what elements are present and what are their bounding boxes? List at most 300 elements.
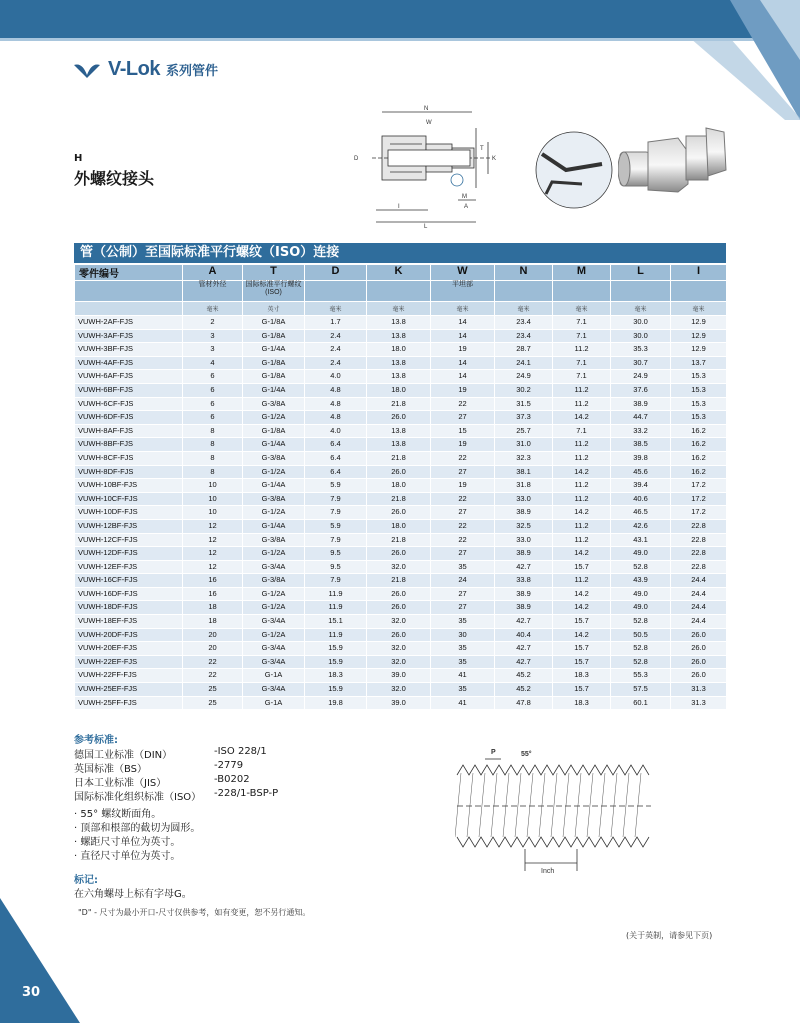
table-cell: 11.9 (305, 601, 367, 615)
part-number-cell: VUWH-3AF-FJS (75, 329, 183, 343)
table-row (75, 356, 727, 370)
table-cell: 40.4 (495, 628, 553, 642)
table-cell: 16.2 (671, 424, 727, 438)
table-cell: 31.3 (671, 696, 727, 710)
standard-name: 德国工业标准（DIN） (74, 750, 173, 761)
column-unit: 毫米 (367, 302, 431, 316)
table-cell: 38.9 (611, 397, 671, 411)
table-cell: 32.0 (367, 615, 431, 629)
table-cell: 16.2 (671, 465, 727, 479)
table-cell: 19 (431, 383, 495, 397)
table-cell: 35 (431, 655, 495, 669)
table-cell: 7.1 (553, 356, 611, 370)
table-row (75, 451, 727, 465)
table-cell: 35 (431, 560, 495, 574)
table-cell: 24 (431, 574, 495, 588)
table-cell: 6 (183, 370, 243, 384)
table-cell: 12 (183, 533, 243, 547)
table-cell: G-1/4A (243, 343, 305, 357)
table-cell: G-3/4A (243, 560, 305, 574)
table-cell: G-3/8A (243, 492, 305, 506)
table-cell: G-3/4A (243, 655, 305, 669)
table-row (75, 628, 727, 642)
part-number-cell: VUWH-8BF-FJS (75, 438, 183, 452)
corner-decoration (690, 0, 800, 120)
table-cell: 21.8 (367, 492, 431, 506)
table-cell: G-3/4A (243, 615, 305, 629)
table-row (75, 560, 727, 574)
table-cell: 16.2 (671, 451, 727, 465)
table-cell: 4 (183, 356, 243, 370)
part-number-cell: VUWH-18DF-FJS (75, 601, 183, 615)
column-code: 零件编号 (75, 265, 183, 281)
table-cell: 23.4 (495, 316, 553, 330)
table-cell: 31.0 (495, 438, 553, 452)
table-cell: 45.2 (495, 669, 553, 683)
table-cell: 39.0 (367, 696, 431, 710)
label-L: L (424, 224, 428, 230)
table-cell: 11.2 (553, 519, 611, 533)
column-code: D (305, 265, 367, 281)
table-cell: 22.8 (671, 519, 727, 533)
table-cell: 27 (431, 587, 495, 601)
references-title: 参考标准: (74, 735, 118, 746)
column-unit: 毫米 (553, 302, 611, 316)
part-number-cell: VUWH-2AF-FJS (75, 316, 183, 330)
table-cell: 18.0 (367, 383, 431, 397)
table-cell: G-1/2A (243, 411, 305, 425)
table-cell: 43.1 (611, 533, 671, 547)
table-cell: 5.9 (305, 479, 367, 493)
table-cell: 22.8 (671, 560, 727, 574)
table-row (75, 669, 727, 683)
table-cell: 24.1 (495, 356, 553, 370)
table-cell: 14 (431, 316, 495, 330)
table-cell: 22 (183, 655, 243, 669)
table-cell: 2.4 (305, 343, 367, 357)
table-cell: 25.7 (495, 424, 553, 438)
table-cell: 26.0 (671, 669, 727, 683)
standard-value: -ISO 228/1 (214, 746, 267, 757)
table-cell: 45.6 (611, 465, 671, 479)
table-cell: 26.0 (367, 601, 431, 615)
table-cell: G-1/2A (243, 506, 305, 520)
table-row (75, 479, 727, 493)
label-T: T (480, 146, 484, 152)
table-cell: 11.9 (305, 628, 367, 642)
part-number-cell: VUWH-16CF-FJS (75, 574, 183, 588)
table-cell: 46.5 (611, 506, 671, 520)
label-I: I (398, 204, 400, 210)
table-cell: 7.9 (305, 574, 367, 588)
part-number-cell: VUWH-12BF-FJS (75, 519, 183, 533)
table-cell: G-1A (243, 696, 305, 710)
table-cell: 4.8 (305, 411, 367, 425)
table-cell: 39.4 (611, 479, 671, 493)
table-cell: 33.8 (495, 574, 553, 588)
table-cell: 39.8 (611, 451, 671, 465)
standard-name: 日本工业标准（JIS） (74, 778, 167, 789)
table-cell: 3 (183, 329, 243, 343)
column-unit: 毫米 (305, 302, 367, 316)
table-cell: 4.0 (305, 370, 367, 384)
table-cell: 21.8 (367, 533, 431, 547)
table-cell: 13.8 (367, 356, 431, 370)
table-cell: 22 (431, 397, 495, 411)
table-cell: 42.7 (495, 655, 553, 669)
table-cell: 11.2 (553, 492, 611, 506)
part-number-cell: VUWH-6AF-FJS (75, 370, 183, 384)
label-W: W (426, 120, 432, 126)
table-cell: 11.2 (553, 383, 611, 397)
logo-subtitle: 系列管件 (165, 64, 218, 79)
table-cell: 32.0 (367, 560, 431, 574)
table-cell: 1.7 (305, 316, 367, 330)
table-cell: 15.7 (553, 615, 611, 629)
table-cell: 6 (183, 411, 243, 425)
column-description (305, 281, 367, 302)
table-cell: 17.2 (671, 492, 727, 506)
table-cell: 8 (183, 438, 243, 452)
table-cell: 25 (183, 696, 243, 710)
table-cell: 37.6 (611, 383, 671, 397)
table-row (75, 397, 727, 411)
part-number-cell: VUWH-6DF-FJS (75, 411, 183, 425)
table-cell: 10 (183, 506, 243, 520)
top-banner-stripe (0, 38, 800, 41)
table-cell: 24.4 (671, 587, 727, 601)
brand-logo (72, 58, 218, 81)
wing-logo-icon (72, 61, 102, 79)
table-cell: 6 (183, 383, 243, 397)
table-cell: 44.7 (611, 411, 671, 425)
table-cell: 28.7 (495, 343, 553, 357)
table-cell: G-1/2A (243, 628, 305, 642)
table-cell: 20 (183, 628, 243, 642)
table-row (75, 587, 727, 601)
marking-text: 在六角螺母上标有字母G。 (74, 889, 192, 900)
table-cell: 42.7 (495, 615, 553, 629)
section-title: 外螺纹接头 (74, 169, 155, 188)
table-row (75, 574, 727, 588)
part-number-cell: VUWH-22EF-FJS (75, 655, 183, 669)
logo-text: V-Lok (108, 58, 160, 80)
table-cell: 26.0 (671, 628, 727, 642)
table-cell: 15.7 (553, 642, 611, 656)
part-number-cell: VUWH-20DF-FJS (75, 628, 183, 642)
table-cell: 5.9 (305, 519, 367, 533)
table-cell: 13.8 (367, 424, 431, 438)
table-cell: 18.3 (553, 696, 611, 710)
table-row (75, 601, 727, 615)
column-code: M (553, 265, 611, 281)
table-cell: 3 (183, 343, 243, 357)
table-cell: 42.6 (611, 519, 671, 533)
part-number-cell: VUWH-16DF-FJS (75, 587, 183, 601)
column-description (671, 281, 727, 302)
table-cell: 15.7 (553, 560, 611, 574)
marking-title: 标记: (74, 875, 98, 886)
table-cell: 7.9 (305, 492, 367, 506)
table-cell: 19 (431, 479, 495, 493)
part-number-cell: VUWH-12DF-FJS (75, 547, 183, 561)
table-cell: 38.9 (495, 587, 553, 601)
table-cell: G-1A (243, 669, 305, 683)
table-cell: G-3/8A (243, 574, 305, 588)
table-cell: 49.0 (611, 547, 671, 561)
table-cell: 7.1 (553, 329, 611, 343)
part-number-cell: VUWH-12EF-FJS (75, 560, 183, 574)
table-cell: 15.9 (305, 642, 367, 656)
table-cell: 31.3 (671, 683, 727, 697)
table-cell: 24.9 (611, 370, 671, 384)
label-N: N (424, 106, 429, 112)
label-D: D (354, 156, 359, 162)
part-number-cell: VUWH-3BF-FJS (75, 343, 183, 357)
table-row (75, 533, 727, 547)
table-cell: 31.5 (495, 397, 553, 411)
table-cell: 12.9 (671, 329, 727, 343)
part-number-cell: VUWH-12CF-FJS (75, 533, 183, 547)
table-cell: 37.3 (495, 411, 553, 425)
table-row (75, 383, 727, 397)
table-cell: 18.0 (367, 343, 431, 357)
table-cell: G-1/4A (243, 519, 305, 533)
table-cell: 15.1 (305, 615, 367, 629)
table-cell: 14 (431, 329, 495, 343)
table-cell: 7.1 (553, 370, 611, 384)
table-cell: 45.2 (495, 683, 553, 697)
table-cell: 23.4 (495, 329, 553, 343)
table-cell: G-1/8A (243, 329, 305, 343)
column-code: N (495, 265, 553, 281)
table-cell: 11.2 (553, 343, 611, 357)
table-cell: 26.0 (367, 465, 431, 479)
table-cell: 6.4 (305, 438, 367, 452)
table-cell: 30.7 (611, 356, 671, 370)
table-row (75, 655, 727, 669)
table-cell: 11.2 (553, 479, 611, 493)
table-cell: 38.9 (495, 601, 553, 615)
table-cell: 42.7 (495, 560, 553, 574)
table-cell: 9.5 (305, 560, 367, 574)
table-cell: 15.9 (305, 683, 367, 697)
part-number-cell: VUWH-4AF-FJS (75, 356, 183, 370)
table-cell: G-1/4A (243, 438, 305, 452)
column-description (367, 281, 431, 302)
table-cell: 10 (183, 492, 243, 506)
table-cell: 42.7 (495, 642, 553, 656)
table-cell: 55.3 (611, 669, 671, 683)
table-cell: 16 (183, 587, 243, 601)
table-cell: 4.0 (305, 424, 367, 438)
table-cell: 18.3 (305, 669, 367, 683)
table-cell: 14.2 (553, 587, 611, 601)
table-cell: 7.9 (305, 533, 367, 547)
table-cell: 16.2 (671, 438, 727, 452)
table-row (75, 506, 727, 520)
table-cell: 13.8 (367, 370, 431, 384)
table-cell: 2.4 (305, 329, 367, 343)
fitting-cross-section-drawing (352, 104, 614, 234)
table-cell: 26.0 (367, 411, 431, 425)
table-cell: 17.2 (671, 506, 727, 520)
table-cell: G-1/8A (243, 316, 305, 330)
column-unit (75, 302, 183, 316)
label-K: K (492, 156, 497, 162)
table-cell: G-1/2A (243, 547, 305, 561)
table-cell: 33.0 (495, 492, 553, 506)
table-cell: 41 (431, 696, 495, 710)
column-description: 管材外径 (183, 281, 243, 302)
table-cell: 14.2 (553, 628, 611, 642)
table-cell: 10 (183, 479, 243, 493)
standard-name: 英国标准（BS） (74, 764, 148, 775)
table-cell: 2 (183, 316, 243, 330)
table-cell: 14.2 (553, 506, 611, 520)
table-cell: G-3/4A (243, 642, 305, 656)
table-cell: 13.8 (367, 329, 431, 343)
table-cell: 19.8 (305, 696, 367, 710)
part-number-cell: VUWH-22FF-FJS (75, 669, 183, 683)
table-row (75, 329, 727, 343)
table-cell: 15.7 (553, 683, 611, 697)
table-cell: 38.9 (495, 547, 553, 561)
column-unit: 英寸 (243, 302, 305, 316)
table-row (75, 683, 727, 697)
table-cell: 15.3 (671, 370, 727, 384)
table-cell: G-1/8A (243, 356, 305, 370)
table-cell: 24.9 (495, 370, 553, 384)
table-cell: 13.7 (671, 356, 727, 370)
table-cell: 22.8 (671, 547, 727, 561)
part-number-cell: VUWH-10BF-FJS (75, 479, 183, 493)
column-code: I (671, 265, 727, 281)
table-cell: 11.2 (553, 533, 611, 547)
column-description (75, 281, 183, 302)
table-cell: G-1/2A (243, 587, 305, 601)
table-cell: 26.0 (671, 642, 727, 656)
table-row (75, 343, 727, 357)
table-cell: 26.0 (367, 628, 431, 642)
table-cell: 38.1 (495, 465, 553, 479)
thread-note: · 螺距尺寸单位为英寸。 (74, 837, 181, 848)
table-cell: 26.0 (367, 547, 431, 561)
table-cell: 8 (183, 465, 243, 479)
table-cell: 27 (431, 601, 495, 615)
table-row (75, 316, 727, 330)
table-cell: 17.2 (671, 479, 727, 493)
thread-note: · 55° 螺纹断面角。 (74, 809, 162, 820)
table-cell: 27 (431, 465, 495, 479)
table-cell: 11.2 (553, 451, 611, 465)
column-code: K (367, 265, 431, 281)
standard-value: -B0202 (214, 774, 250, 785)
table-cell: 7.9 (305, 506, 367, 520)
part-number-cell: VUWH-25EF-FJS (75, 683, 183, 697)
column-unit: 毫米 (431, 302, 495, 316)
table-cell: G-1/4A (243, 383, 305, 397)
page-corner-triangle (0, 898, 80, 1023)
table-cell: 24.4 (671, 615, 727, 629)
table-cell: 6.4 (305, 451, 367, 465)
column-description: 平坦部 (431, 281, 495, 302)
footnote: "D" - 尺寸为最小开口-尺寸仅供参考，如有变更，恕不另行通知。 (78, 908, 311, 917)
part-number-cell: VUWH-8AF-FJS (75, 424, 183, 438)
table-cell: 50.5 (611, 628, 671, 642)
table-cell: 32.0 (367, 642, 431, 656)
table-cell: G-3/8A (243, 451, 305, 465)
spec-table (74, 264, 727, 710)
table-cell: 52.8 (611, 655, 671, 669)
table-cell: 52.8 (611, 642, 671, 656)
table-cell: 22 (431, 533, 495, 547)
table-cell: 19 (431, 438, 495, 452)
table-row (75, 519, 727, 533)
table-cell: 22 (431, 492, 495, 506)
table-cell: 12.9 (671, 316, 727, 330)
table-cell: 26.0 (367, 506, 431, 520)
table-cell: 60.1 (611, 696, 671, 710)
thread-note: · 顶部和根部的截切为圆形。 (74, 823, 201, 834)
table-cell: 19 (431, 343, 495, 357)
table-cell: 52.8 (611, 560, 671, 574)
table-cell: 2.4 (305, 356, 367, 370)
table-row (75, 438, 727, 452)
table-cell: 4.8 (305, 383, 367, 397)
table-cell: 43.9 (611, 574, 671, 588)
table-cell: 18.3 (553, 669, 611, 683)
table-cell: 32.0 (367, 683, 431, 697)
table-cell: 52.8 (611, 615, 671, 629)
column-code: L (611, 265, 671, 281)
table-cell: 13.8 (367, 316, 431, 330)
table-cell: 35.3 (611, 343, 671, 357)
table-cell: 13.8 (367, 438, 431, 452)
table-title: 管（公制）至国际标准平行螺纹（ISO）连接 (74, 243, 726, 263)
table-cell: G-3/8A (243, 397, 305, 411)
table-row (75, 547, 727, 561)
top-banner (0, 0, 800, 38)
table-cell: 40.6 (611, 492, 671, 506)
table-cell: 8 (183, 424, 243, 438)
thread-profile-diagram (455, 745, 655, 875)
part-number-cell: VUWH-20EF-FJS (75, 642, 183, 656)
column-code: A (183, 265, 243, 281)
table-cell: 39.0 (367, 669, 431, 683)
table-cell: 49.0 (611, 601, 671, 615)
inch-label: Inch (541, 868, 555, 875)
fitting-photo (618, 118, 730, 198)
table-cell: 38.5 (611, 438, 671, 452)
table-cell: 11.2 (553, 574, 611, 588)
table-cell: 30.2 (495, 383, 553, 397)
table-row (75, 696, 727, 710)
table-cell: 27 (431, 547, 495, 561)
label-M: M (462, 194, 467, 200)
table-cell: G-1/4A (243, 479, 305, 493)
table-cell: 38.9 (495, 506, 553, 520)
table-row (75, 615, 727, 629)
table-cell: 14 (431, 356, 495, 370)
table-cell: 49.0 (611, 587, 671, 601)
table-cell: 25 (183, 683, 243, 697)
table-cell: 22 (431, 451, 495, 465)
table-cell: 35 (431, 642, 495, 656)
table-row (75, 370, 727, 384)
imperial-note: (关于英制，请参见下页) (626, 931, 713, 940)
table-row (75, 492, 727, 506)
